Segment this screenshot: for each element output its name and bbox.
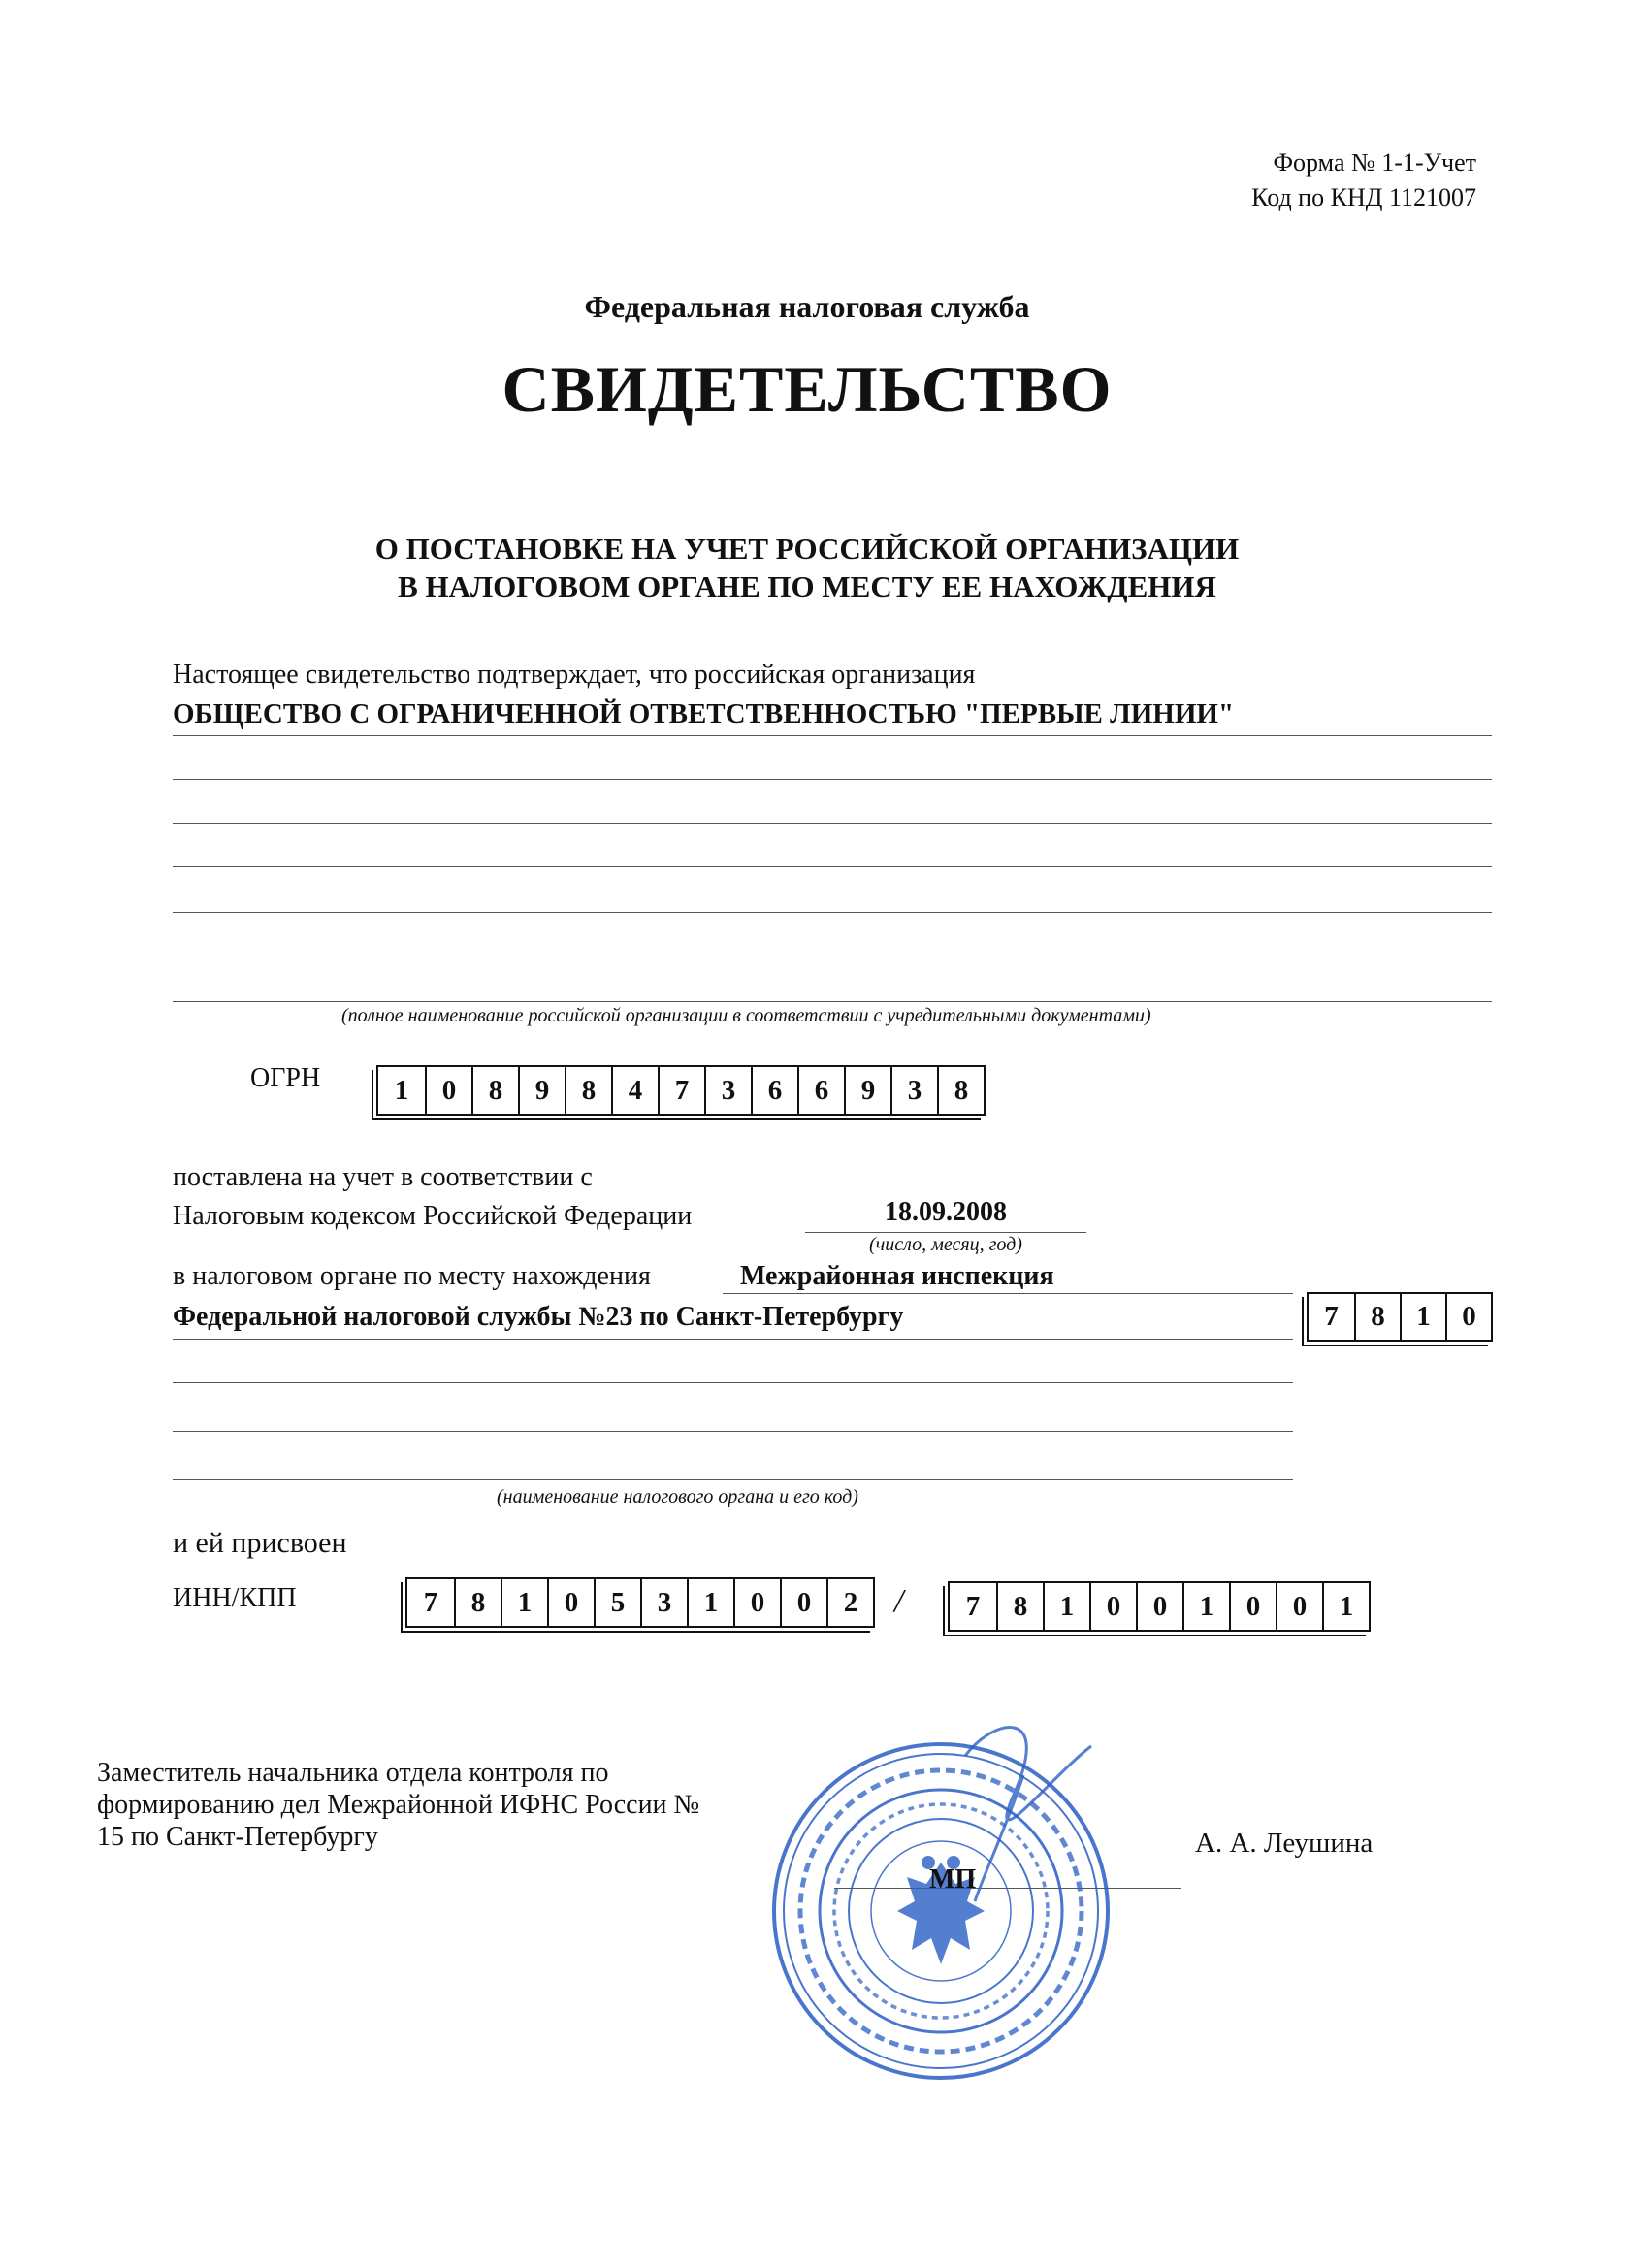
ogrn-digit: 7: [658, 1067, 704, 1114]
registration-line-1: поставлена на учет в соответствии с: [173, 1162, 593, 1192]
authority-code-digit: 8: [1354, 1294, 1400, 1340]
ogrn-digit: 8: [937, 1067, 984, 1114]
org-line-5: [173, 912, 1492, 913]
kpp-boxes: [948, 1581, 1371, 1632]
intro-text: Настоящее свидетельство подтверждает, что российская организация: [173, 660, 976, 690]
subtitle-line-1: О ПОСТАНОВКЕ НА УЧЕТ РОССИЙСКОЙ ОРГАНИЗАЦИИ: [374, 532, 1240, 566]
inn-digit: 1: [687, 1579, 733, 1626]
inn-digit: 2: [826, 1579, 873, 1626]
inn-boxes: [405, 1577, 875, 1628]
inn-digit: 7: [423, 1586, 438, 1618]
date-underline: [805, 1232, 1086, 1233]
authority-line-2: [173, 1339, 1293, 1340]
org-line-1: [173, 735, 1492, 736]
org-caption: (полное наименование российской организации в соответствии с учредительными документами): [341, 1005, 1151, 1026]
kpp-digit: 0: [1136, 1583, 1182, 1630]
official-stamp: [761, 1717, 1130, 2095]
signatory-position-line-1: Заместитель начальника отдела контроля по: [97, 1758, 609, 1788]
kpp-digit: 7: [965, 1590, 981, 1622]
authority-name-part-1: Межрайонная инспекция: [740, 1261, 1054, 1291]
registration-line-3: в налоговом органе по месту нахождения: [173, 1261, 651, 1291]
registration-line-2: Налоговым кодексом Российской Федерации: [173, 1201, 693, 1231]
inn-digit: 8: [454, 1579, 501, 1626]
date-caption: (число, месяц, год): [869, 1234, 1022, 1255]
org-line-3: [173, 823, 1492, 824]
subtitle-line-2: В НАЛОГОВОМ ОРГАНЕ ПО МЕСТУ ЕЕ НАХОЖДЕНИЯ: [398, 569, 1216, 603]
agency-name: Федеральная налоговая служба: [584, 289, 1030, 324]
kpp-digit: 0: [1089, 1583, 1136, 1630]
authority-line-3: [173, 1382, 1293, 1383]
signatory-position-line-3: 15 по Санкт-Петербургу: [97, 1822, 378, 1852]
ogrn-digit: 8: [565, 1067, 611, 1114]
kpp-digit: 0: [1276, 1583, 1322, 1630]
authority-line-5: [173, 1479, 1293, 1480]
registration-date: 18.09.2008: [885, 1197, 1007, 1227]
ogrn-digit: 3: [890, 1067, 937, 1114]
signatory-position-line-2: формированию дел Межрайонной ИФНС России №: [97, 1790, 700, 1820]
kpp-digit: 1: [1043, 1583, 1089, 1630]
inn-kpp-label: ИНН/КПП: [173, 1583, 297, 1613]
authority-line-1: [723, 1293, 1293, 1294]
org-name: ОБЩЕСТВО С ОГРАНИЧЕННОЙ ОТВЕТСТВЕННОСТЬЮ "ПЕРВЫЕ ЛИНИИ": [173, 698, 1235, 729]
authority-caption: (наименование налогового органа и его код): [497, 1486, 858, 1507]
knd-code: Код по КНД 1121007: [1251, 183, 1476, 211]
seal-label: МП: [929, 1864, 977, 1895]
signatory-name: А. А. Леушина: [1195, 1828, 1374, 1859]
authority-line-4: [173, 1431, 1293, 1432]
authority-name-part-2: Федеральной налоговой службы №23 по Санкт-Петербургу: [173, 1302, 904, 1332]
ogrn-label: ОГРН: [250, 1063, 321, 1093]
kpp-digit: 1: [1322, 1583, 1369, 1630]
ogrn-digit: 0: [425, 1067, 471, 1114]
inn-digit: 3: [640, 1579, 687, 1626]
authority-code-digit: 7: [1324, 1301, 1339, 1332]
authority-code-digit: 0: [1445, 1294, 1491, 1340]
ogrn-digit: 1: [394, 1074, 409, 1106]
inn-digit: 5: [594, 1579, 640, 1626]
org-line-7: [173, 1001, 1492, 1002]
org-line-2: [173, 779, 1492, 780]
ogrn-digit: 6: [751, 1067, 797, 1114]
inn-kpp-separator: /: [894, 1583, 904, 1619]
ogrn-digit: 9: [844, 1067, 890, 1114]
inn-digit: 0: [547, 1579, 594, 1626]
authority-code-boxes: [1307, 1292, 1493, 1342]
ogrn-digit: 9: [518, 1067, 565, 1114]
ogrn-digit: 6: [797, 1067, 844, 1114]
ogrn-digit: 3: [704, 1067, 751, 1114]
assigned-label: и ей присвоен: [173, 1527, 347, 1559]
inn-digit: 0: [780, 1579, 826, 1626]
form-number: Форма № 1-1-Учет: [1273, 148, 1476, 177]
ogrn-boxes: [376, 1065, 986, 1116]
ogrn-digit: 8: [471, 1067, 518, 1114]
kpp-digit: 8: [996, 1583, 1043, 1630]
authority-code-digit: 1: [1400, 1294, 1445, 1340]
org-line-4: [173, 866, 1492, 867]
ogrn-digit: 4: [611, 1067, 658, 1114]
kpp-digit: 1: [1182, 1583, 1229, 1630]
document-title: СВИДЕТЕЛЬСТВО: [501, 352, 1113, 426]
kpp-digit: 0: [1229, 1583, 1276, 1630]
inn-digit: 1: [501, 1579, 547, 1626]
inn-digit: 0: [733, 1579, 780, 1626]
